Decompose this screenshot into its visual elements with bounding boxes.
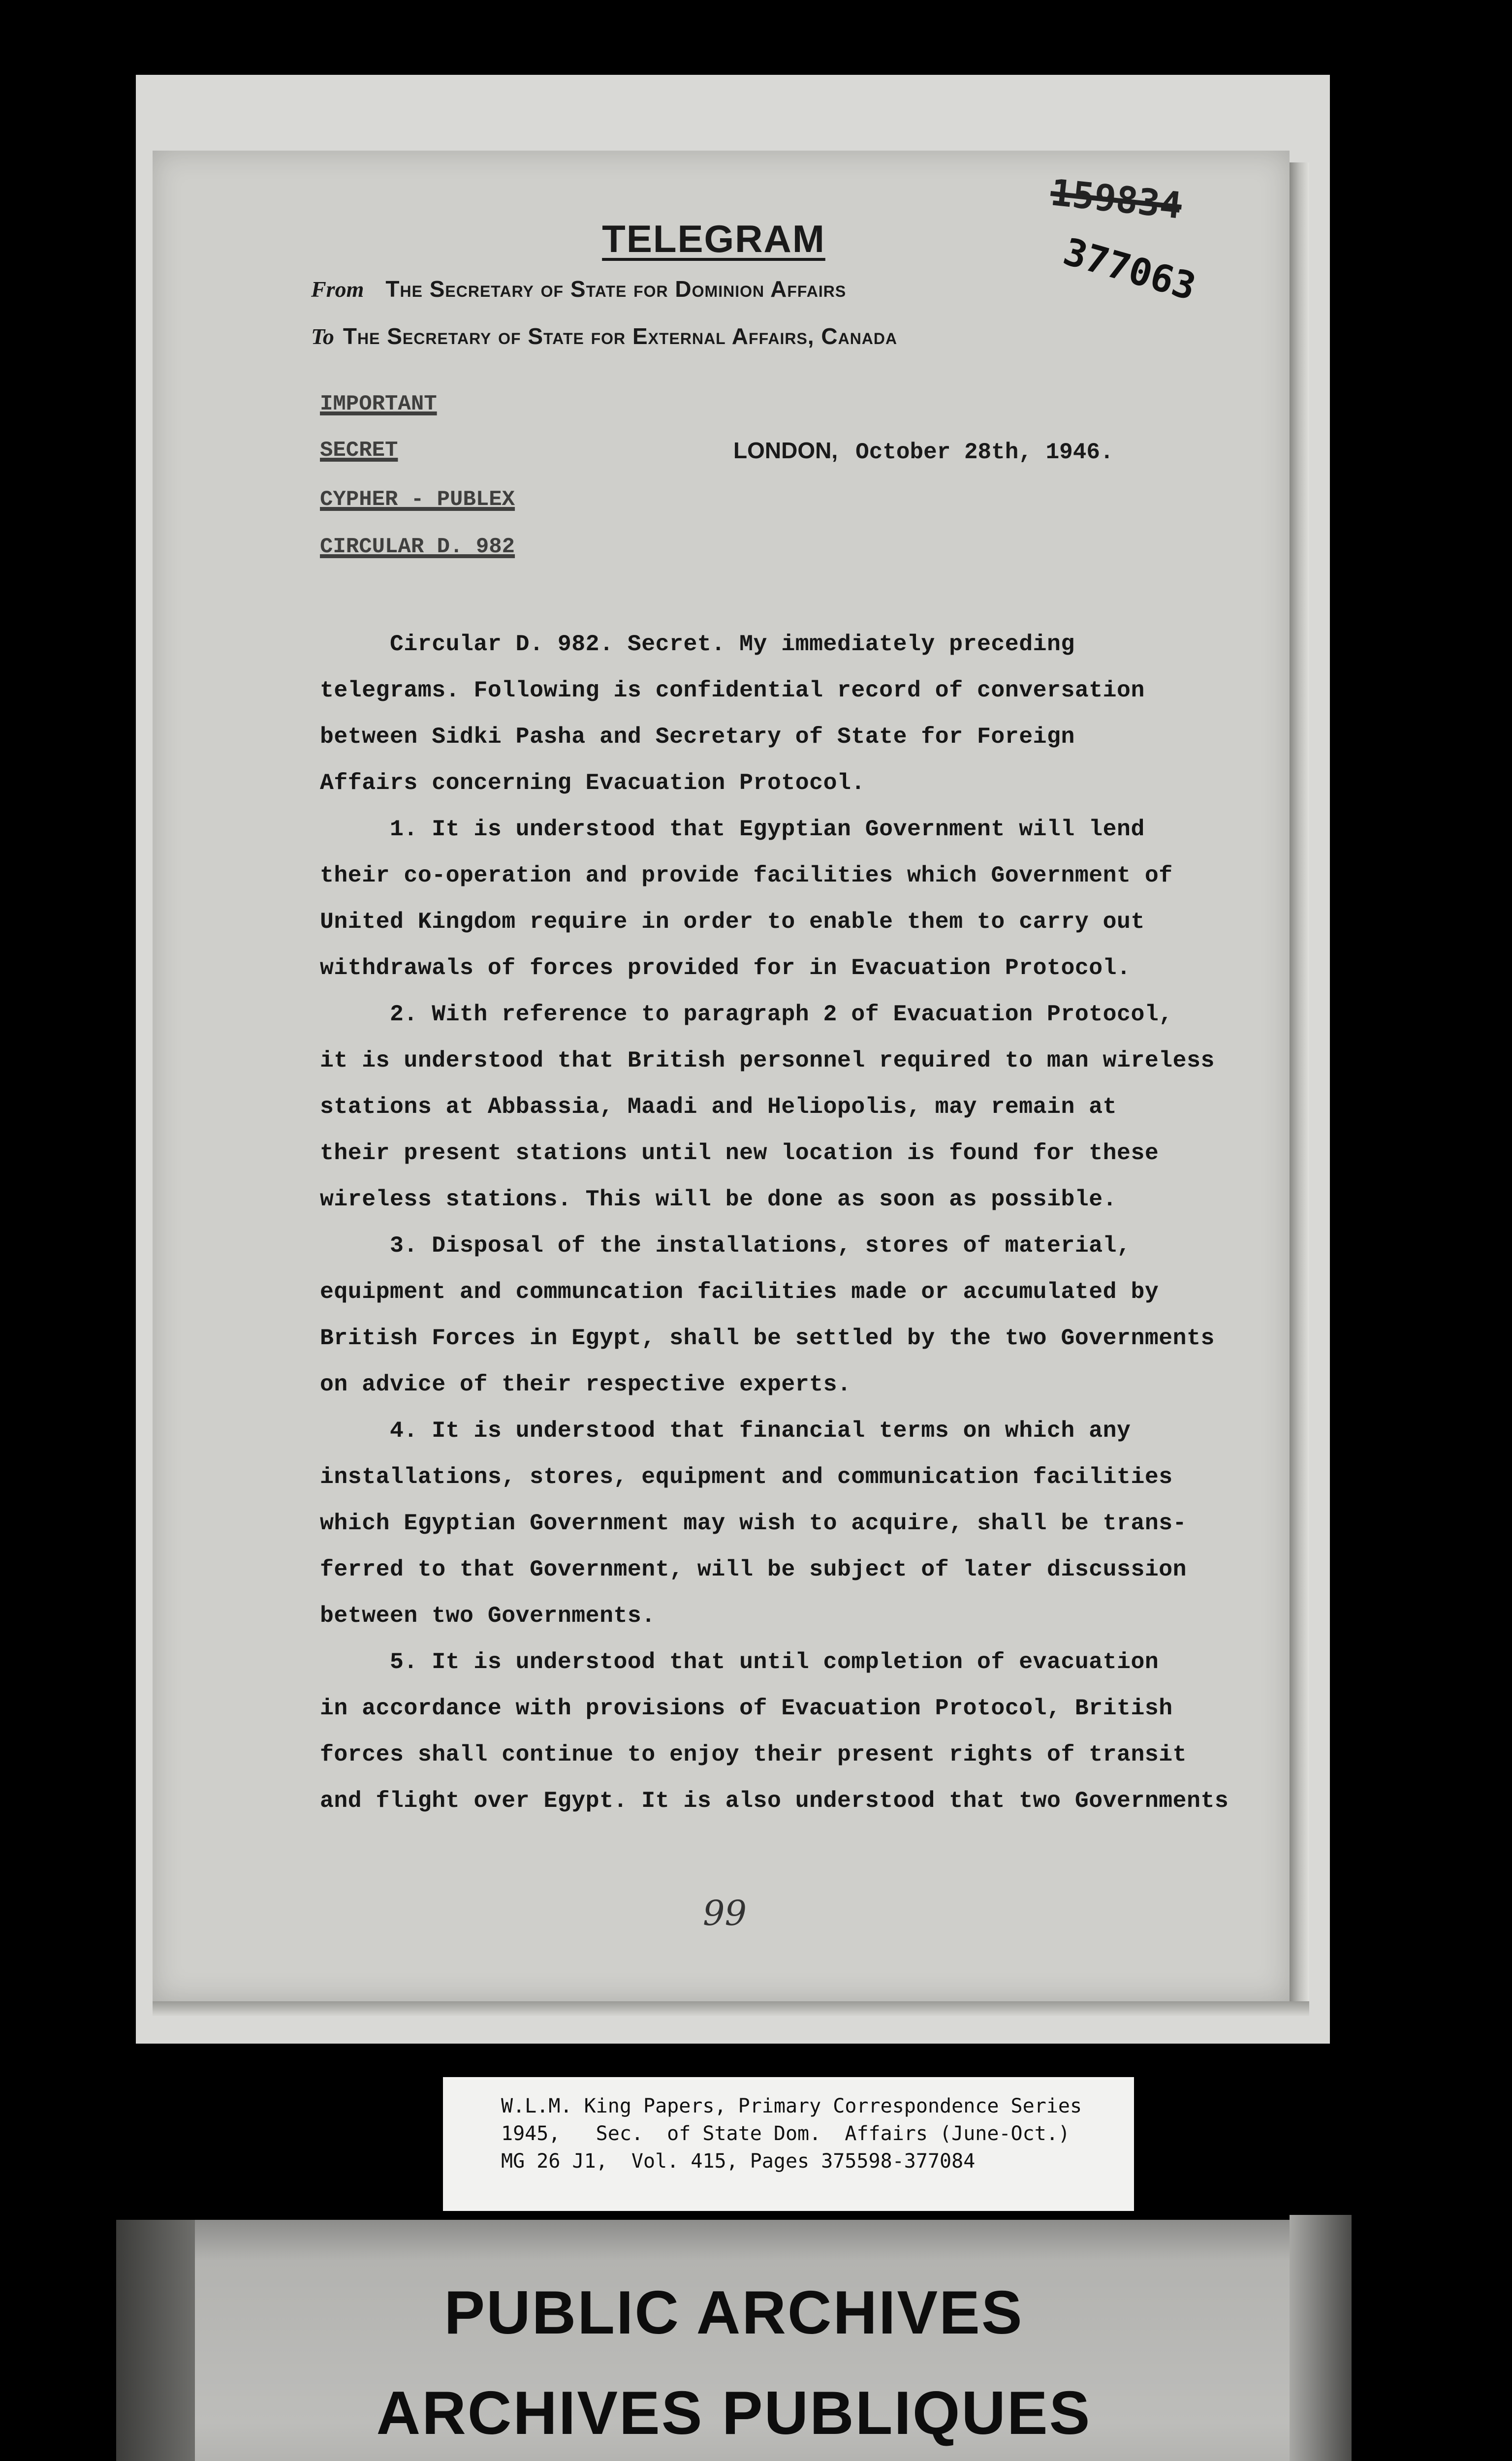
telegram-page bbox=[153, 151, 1290, 2001]
telegram-title: TELEGRAM bbox=[602, 217, 825, 260]
header-classification: IMPORTANT bbox=[320, 392, 437, 416]
reference-number-stamp: 377063 bbox=[1059, 229, 1201, 309]
handwritten-page-number: 99 bbox=[703, 1893, 747, 1933]
body-line: installations, stores, equipment and communication facilities bbox=[320, 1464, 1173, 1490]
body-line: between Sidki Pasha and Secretary of State for Foreign bbox=[320, 724, 1075, 750]
body-line: telegrams. Following is confidential record of conversation bbox=[320, 677, 1145, 703]
archive-reference-label bbox=[443, 2077, 1134, 2211]
body-line: and flight over Egypt. It is also understood that two Governments bbox=[320, 1788, 1229, 1814]
body-line: withdrawals of forces provided for in Evacuation Protocol. bbox=[320, 955, 1131, 981]
date: October 28th, 1946. bbox=[855, 440, 1114, 465]
body-line: on advice of their respective experts. bbox=[320, 1371, 851, 1397]
from-label: From bbox=[311, 277, 364, 302]
body-line: wireless stations. This will be done as soon as possible. bbox=[320, 1186, 1117, 1212]
label-line: 1945, Sec. of State Dom. Affairs (June-Oct.) bbox=[501, 2122, 1070, 2145]
body-line: 1. It is understood that Egyptian Government will lend bbox=[390, 816, 1145, 842]
body-line: stations at Abbassia, Maadi and Heliopolis, may remain at bbox=[320, 1094, 1117, 1120]
stamp-line-public-archives: PUBLIC ARCHIVES bbox=[444, 2279, 1024, 2347]
place: LONDON, bbox=[733, 438, 838, 463]
body-line: British Forces in Egypt, shall be settled by the two Governments bbox=[320, 1325, 1215, 1351]
place-date-line bbox=[733, 437, 1114, 465]
body-line: 3. Disposal of the installations, stores of material, bbox=[390, 1232, 1131, 1259]
header-classification: CYPHER - PUBLEX bbox=[320, 487, 515, 512]
to-label: To bbox=[311, 324, 334, 349]
body-line: ferred to that Government, will be subject of later discussion bbox=[320, 1556, 1187, 1582]
page-edge-shadow bbox=[1290, 162, 1309, 2003]
body-line: Circular D. 982. Secret. My immediately preceding bbox=[390, 631, 1075, 657]
stamp-line-archives-publiques: ARCHIVES PUBLIQUES bbox=[376, 2379, 1092, 2447]
body-line: between two Governments. bbox=[320, 1603, 656, 1629]
body-line: 4. It is understood that financial terms on which any bbox=[390, 1418, 1131, 1444]
label-line: MG 26 J1, Vol. 415, Pages 375598-377084 bbox=[501, 2150, 976, 2173]
to-text: The Secretary of State for External Affairs, Canada bbox=[343, 323, 898, 349]
body-line: it is understood that British personnel required to man wireless bbox=[320, 1047, 1215, 1073]
header-classification: SECRET bbox=[320, 438, 398, 463]
body-line: which Egyptian Government may wish to acquire, shall be trans- bbox=[320, 1510, 1187, 1536]
body-line: in accordance with provisions of Evacuation Protocol, British bbox=[320, 1695, 1173, 1721]
label-line: W.L.M. King Papers, Primary Correspondence Series bbox=[501, 2095, 1082, 2117]
body-line: their present stations until new location is found for these bbox=[320, 1140, 1159, 1166]
body-line: their co-operation and provide facilities which Government of bbox=[320, 862, 1173, 888]
from-text: The Secretary of State for Dominion Affairs bbox=[385, 276, 847, 302]
to-line bbox=[311, 323, 897, 349]
body-line: Affairs concerning Evacuation Protocol. bbox=[320, 770, 865, 796]
from-line bbox=[311, 276, 846, 302]
header-classification: CIRCULAR D. 982 bbox=[320, 535, 515, 559]
page-edge-shadow bbox=[153, 2001, 1309, 2016]
body-line: United Kingdom require in order to enable them to carry out bbox=[320, 909, 1145, 935]
body-line: 5. It is understood that until completion of evacuation bbox=[390, 1649, 1159, 1675]
struck-reference-number: 159834 bbox=[1048, 171, 1184, 227]
body-line: 2. With reference to paragraph 2 of Evacuation Protocol, bbox=[390, 1001, 1173, 1027]
body-line: equipment and communcation facilities made or accumulated by bbox=[320, 1279, 1159, 1305]
body-line: forces shall continue to enjoy their present rights of transit bbox=[320, 1741, 1187, 1767]
